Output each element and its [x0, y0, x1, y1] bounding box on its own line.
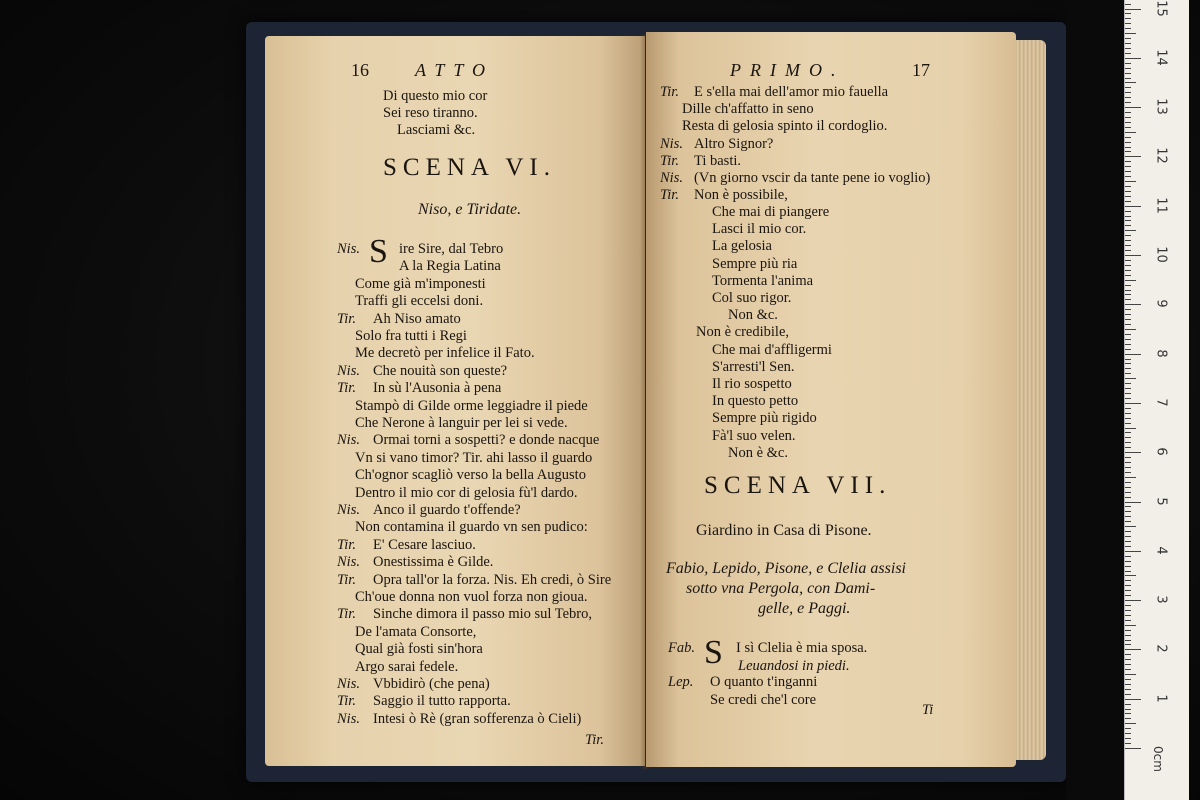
ruler-tick [1125, 590, 1131, 591]
ruler-tick [1125, 142, 1131, 143]
dialogue-line: Ch'oue donna non vuol forza non gioua. [355, 589, 588, 605]
ruler-number: 10 [1153, 246, 1169, 263]
dialogue-line: Traffi gli eccelsi doni. [355, 293, 484, 310]
aria-line: Che mai d'affligermi [712, 341, 832, 358]
ruler-tick [1125, 314, 1131, 315]
ruler-tick [1125, 290, 1131, 291]
ruler-tick [1125, 418, 1131, 419]
ruler-tick [1125, 171, 1131, 172]
ruler-tick [1125, 502, 1141, 503]
dialogue-line: Anco il guardo t'offende? [373, 502, 521, 518]
ruler-tick [1125, 319, 1131, 320]
ruler-tick [1125, 437, 1131, 438]
ruler-number: 9 [1153, 299, 1169, 308]
ruler-number: 12 [1153, 147, 1169, 165]
ruler-tick [1125, 541, 1131, 542]
ruler-tick [1125, 181, 1136, 182]
ruler-tick [1125, 546, 1131, 547]
ruler-tick [1125, 649, 1141, 650]
ruler-tick [1125, 250, 1131, 251]
right-drop-cap: S [704, 634, 723, 671]
dialogue-line: In sù l'Ausonia à pena [373, 380, 502, 397]
ruler-tick [1125, 275, 1131, 276]
ruler-tick [1125, 349, 1131, 350]
ruler-tick [1125, 679, 1131, 680]
speaker-label: Nis. [337, 432, 360, 449]
ruler-tick [1125, 211, 1131, 212]
ruler-tick [1125, 206, 1141, 207]
ruler-tick [1125, 713, 1131, 714]
ruler-tick [1125, 561, 1131, 562]
characters-line: gelle, e Paggi. [758, 600, 851, 617]
ruler-tick [1125, 4, 1131, 5]
ruler-tick [1125, 201, 1131, 202]
dialogue-line: Vn si vano timor? Tir. ahi lasso il guardo [355, 449, 593, 466]
ruler-tick [1125, 176, 1131, 177]
dialogue-line: Opra tall'or la forza. Nis. Eh credi, ò Sire [373, 571, 612, 588]
ruler-tick [1125, 373, 1131, 374]
dialogue-line: Onestissima è Gilde. [373, 554, 494, 571]
ruler-tick [1125, 497, 1131, 498]
ruler-tick [1125, 359, 1131, 360]
ruler-tick [1125, 600, 1141, 601]
dialogue-line: Ch'ognor scagliò verso la bella Augusto [355, 467, 586, 484]
right-catchword: Ti [922, 702, 934, 718]
speaker-label: Tir. [337, 310, 356, 327]
dialogue-line: (Vn giorno vscir da tante pene io voglio) [694, 170, 931, 186]
ruler-tick [1125, 161, 1131, 162]
dialogue-line: Se credi che'l core [710, 692, 817, 708]
ruler-number: 2 [1153, 644, 1169, 654]
ruler-tick [1125, 516, 1131, 517]
ruler-tick [1125, 699, 1141, 700]
ruler-tick [1125, 674, 1136, 675]
verse-line: Lasciami &c. [397, 122, 476, 138]
speaker-label: Nis. [337, 676, 360, 692]
dialogue-line: Leuandosi in piedi. [738, 658, 850, 674]
ruler-tick [1125, 640, 1131, 641]
aria-line: Sempre più ria [712, 255, 798, 272]
aria-line: Non è credibile, [696, 324, 790, 341]
ruler-tick [1125, 654, 1131, 655]
ruler-tick [1125, 117, 1131, 118]
right-scene-title: SCENA VII. [704, 472, 892, 499]
ruler-tick [1125, 704, 1131, 705]
ruler-tick [1125, 43, 1131, 44]
speaker-label: Tir. [337, 693, 356, 710]
aria-line: Che mai di piangere [712, 204, 830, 220]
ruler-tick [1125, 147, 1131, 148]
ruler-tick [1125, 403, 1141, 404]
aria-line: Il rio sospetto [712, 376, 792, 392]
ruler-tick [1125, 536, 1131, 537]
ruler-tick [1125, 151, 1131, 152]
ruler-tick [1125, 664, 1131, 665]
dialogue-line: Sinche dimora il passo mio sul Tebro, [373, 606, 593, 623]
ruler-tick [1125, 97, 1131, 98]
speaker-label: Nis. [660, 170, 683, 186]
ruler-tick [1125, 625, 1136, 626]
aria-line: Fà'l suo velen. [712, 427, 796, 444]
ruler-tick [1125, 571, 1131, 572]
ruler-tick [1125, 659, 1131, 660]
ruler-tick [1125, 230, 1136, 231]
left-running-header: ATTO [415, 60, 495, 80]
ruler-tick [1125, 689, 1131, 690]
ruler-tick [1125, 531, 1131, 532]
ruler-tick [1125, 575, 1136, 576]
ruler-tick [1125, 127, 1131, 128]
ruler-number: 4 [1153, 546, 1169, 555]
ruler-tick [1125, 723, 1136, 724]
ruler-tick [1125, 383, 1131, 384]
aria-line: In questo petto [712, 393, 799, 410]
dialogue-line: Vbbidirò (che pena) [373, 676, 490, 692]
ruler-tick [1125, 378, 1136, 379]
ruler-tick [1125, 709, 1131, 710]
dialogue-line: Resta di gelosia spinto il cordoglio. [682, 118, 888, 135]
right-page-number: 17 [912, 60, 930, 80]
ruler-number: 15 [1153, 0, 1169, 17]
ruler-number: 5 [1153, 496, 1169, 506]
dialogue-line: E s'ella mai dell'amor mio fauella [694, 84, 889, 100]
ruler-tick [1125, 191, 1131, 192]
aria-line: Lasci il mio cor. [712, 221, 807, 238]
ruler-tick [1125, 48, 1131, 49]
ruler-tick [1125, 18, 1131, 19]
ruler-tick [1125, 78, 1131, 79]
ruler-tick [1125, 28, 1131, 29]
right-running-header: PRIMO. [730, 60, 845, 80]
aria-line: Non è &c. [728, 444, 788, 461]
ruler-tick [1125, 294, 1131, 295]
ruler-tick [1125, 92, 1131, 93]
characters-line: sotto vna Pergola, con Dami- [686, 580, 876, 597]
ruler-tick [1125, 738, 1131, 739]
ruler-tick [1125, 482, 1131, 483]
ruler-tick [1125, 551, 1141, 552]
speaker-label: Tir. [660, 84, 679, 100]
dialogue-line: Ah Niso amato [373, 310, 461, 327]
ruler-tick [1125, 457, 1131, 458]
ruler-number: 14 [1153, 49, 1169, 66]
ruler-tick [1125, 363, 1131, 364]
ruler-tick [1125, 595, 1131, 596]
ruler-tick [1125, 452, 1141, 453]
left-catchword: Tir. [585, 732, 604, 748]
ruler-tick [1125, 447, 1131, 448]
dialogue-line: Solo fra tutti i Regi [355, 328, 467, 344]
ruler-tick [1125, 63, 1131, 64]
speaker-label: Tir. [337, 606, 356, 623]
ruler-tick [1125, 718, 1131, 719]
ruler-tick [1125, 413, 1131, 414]
ruler-tick [1125, 467, 1131, 468]
speaker-label: Tir. [337, 536, 356, 553]
dialogue-line: Argo sarai fedele. [355, 658, 459, 675]
dialogue-line: Come già m'imponesti [355, 275, 486, 292]
ruler-tick [1125, 733, 1131, 734]
ruler-tick [1125, 220, 1131, 221]
ruler-tick [1125, 23, 1131, 24]
ruler-tick [1125, 556, 1131, 557]
ruler-tick [1125, 82, 1136, 83]
ruler-tick [1125, 408, 1131, 409]
ruler-tick [1125, 156, 1141, 157]
speaker-label: Nis. [337, 502, 360, 518]
ruler-tick [1125, 605, 1131, 606]
ruler-tick [1125, 566, 1131, 567]
measurement-ruler [1124, 0, 1189, 800]
ruler-tick [1125, 87, 1131, 88]
dialogue-line: Dille ch'affatto in seno [682, 101, 814, 118]
ruler-tick [1125, 492, 1131, 493]
ruler-tick [1125, 388, 1131, 389]
ruler-tick [1125, 299, 1131, 300]
aria-line: Sempre più rigido [712, 410, 817, 427]
aria-line: S'arresti'l Sen. [712, 358, 795, 375]
aria-line: Tormenta l'anima [712, 272, 814, 289]
ruler-number: 3 [1153, 595, 1169, 604]
ruler-number: 13 [1153, 98, 1169, 115]
ruler-tick [1125, 339, 1131, 340]
speaker-label: Fab. [668, 640, 695, 656]
speaker-label: Tir. [660, 187, 679, 204]
dialogue-line: Stampò di Gilde orme leggiadre il piede [355, 397, 588, 414]
verse-line: Di questo mio cor [383, 88, 488, 104]
speaker-label: Nis. [337, 241, 360, 257]
ruler-tick [1125, 196, 1131, 197]
ruler-tick [1125, 240, 1131, 241]
ruler-tick [1125, 309, 1131, 310]
ruler-tick [1125, 122, 1131, 123]
ruler-tick [1125, 216, 1131, 217]
ruler-tick [1125, 610, 1131, 611]
left-page [265, 36, 645, 766]
dialogue-line: De l'amata Consorte, [355, 623, 477, 640]
dialogue-line: O quanto t'inganni [710, 674, 818, 690]
ruler-tick [1125, 432, 1131, 433]
ruler-tick [1125, 33, 1136, 34]
ruler-tick [1125, 428, 1136, 429]
ruler-tick [1125, 324, 1131, 325]
ruler-tick [1125, 615, 1131, 616]
ruler-tick [1125, 630, 1131, 631]
ruler-tick [1125, 245, 1131, 246]
ruler-tick [1125, 38, 1131, 39]
ruler-tick [1125, 684, 1131, 685]
speaker-label: Nis. [337, 362, 360, 379]
speaker-label: Nis. [660, 135, 683, 152]
ruler-tick [1125, 620, 1131, 621]
ruler-tick [1125, 304, 1141, 305]
verse-line: Sei reso tiranno. [383, 105, 478, 121]
ruler-tick [1125, 329, 1136, 330]
ruler-tick [1125, 112, 1131, 113]
ruler-tick [1125, 487, 1131, 488]
aria-line: Col suo rigor. [712, 290, 792, 306]
dialogue-line: I sì Clelia è mia sposa. [736, 640, 868, 656]
ruler-tick [1125, 344, 1131, 345]
dialogue-line: Me decretò per infelice il Fato. [355, 345, 535, 362]
ruler-tick [1125, 73, 1131, 74]
left-page-number: 16 [351, 60, 369, 80]
ruler-number: 6 [1153, 447, 1169, 456]
left-scene-characters: Niso, e Tiridate. [418, 201, 522, 218]
ruler-tick [1125, 102, 1131, 103]
ruler-tick [1125, 137, 1131, 138]
ruler-tick [1125, 235, 1131, 236]
ruler-tick [1125, 53, 1131, 54]
ruler-tick [1125, 393, 1131, 394]
dialogue-line: Saggio il tutto rapporta. [373, 693, 511, 710]
right-page [646, 32, 1016, 767]
ruler-tick [1125, 462, 1131, 463]
right-shadow [1066, 0, 1124, 800]
ruler-tick [1125, 260, 1131, 261]
ruler-tick [1125, 506, 1131, 507]
ruler-tick [1125, 107, 1141, 108]
speaker-label: Tir. [337, 571, 356, 588]
aria-line: La gelosia [712, 238, 772, 255]
ruler-tick [1125, 368, 1131, 369]
speaker-label: Lep. [668, 674, 694, 690]
ruler-tick [1125, 354, 1141, 355]
ruler-tick [1125, 644, 1131, 645]
dialogue-line: E' Cesare lasciuo. [373, 536, 476, 553]
ruler-tick [1125, 13, 1131, 14]
ruler-tick [1125, 635, 1131, 636]
ruler-tick [1125, 255, 1141, 256]
ruler-number: 11 [1153, 196, 1169, 214]
ruler-tick [1125, 526, 1136, 527]
ruler-tick [1125, 728, 1131, 729]
ruler-tick [1125, 58, 1141, 59]
dialogue-line: Qual già fosti sin'hora [355, 641, 483, 658]
ruler-tick [1125, 270, 1131, 271]
dialogue-line: Non è possibile, [694, 187, 788, 204]
ruler-tick [1125, 334, 1131, 335]
characters-line: Fabio, Lepido, Pisone, e Clelia assisi [666, 560, 906, 577]
ruler-tick [1125, 225, 1131, 226]
speaker-label: Tir. [337, 380, 356, 397]
dialogue-line: Altro Signor? [694, 135, 774, 152]
page-edges [1012, 40, 1046, 760]
ruler-tick [1125, 669, 1131, 670]
dialogue-line: ire Sire, dal Tebro [399, 241, 504, 257]
ruler-tick [1125, 694, 1131, 695]
ruler-unit-label: 0cm [1150, 746, 1165, 772]
ruler-tick [1125, 511, 1131, 512]
ruler-tick [1125, 748, 1141, 749]
ruler-number: 7 [1153, 398, 1169, 407]
left-drop-cap: S [369, 233, 388, 270]
dialogue-line: A la Regia Latina [399, 258, 501, 275]
dialogue-line: Ormai torni a sospetti? e donde nacque [373, 432, 600, 449]
left-scene-title: SCENA VI. [383, 154, 557, 181]
dialogue-line: Non contamina il guardo vn sen pudico: [355, 519, 588, 536]
right-scene-setting: Giardino in Casa di Pisone. [696, 522, 872, 539]
ruler-number: 1 [1153, 694, 1169, 703]
dialogue-line: Ti basti. [694, 152, 742, 169]
aria-line: Non &c. [728, 307, 778, 324]
ruler-tick [1125, 166, 1131, 167]
ruler-tick [1125, 186, 1131, 187]
ruler-tick [1125, 585, 1131, 586]
ruler-tick [1125, 68, 1131, 69]
ruler-tick [1125, 285, 1131, 286]
ruler-tick [1125, 472, 1131, 473]
ruler-tick [1125, 423, 1131, 424]
ruler-number: 8 [1153, 348, 1169, 358]
speaker-label: Nis. [337, 554, 360, 571]
ruler-tick [1125, 477, 1136, 478]
speaker-label: Tir. [660, 152, 679, 169]
dialogue-line: Intesi ò Rè (gran sofferenza ò Cieli) [373, 710, 582, 727]
ruler-tick [1125, 580, 1131, 581]
ruler-tick [1125, 442, 1131, 443]
ruler-tick [1125, 265, 1131, 266]
dialogue-line: Che nouità son queste? [373, 362, 508, 379]
ruler-tick [1125, 280, 1136, 281]
ruler-tick [1125, 132, 1136, 133]
ruler-tick [1125, 743, 1131, 744]
dialogue-line: Dentro il mio cor di gelosia fù'l dardo. [355, 484, 578, 501]
ruler-tick [1125, 398, 1131, 399]
speaker-label: Nis. [337, 710, 360, 727]
ruler-tick [1125, 521, 1131, 522]
dialogue-line: Che Nerone à languir per lei si vede. [355, 415, 568, 431]
ruler-tick [1125, 9, 1141, 10]
